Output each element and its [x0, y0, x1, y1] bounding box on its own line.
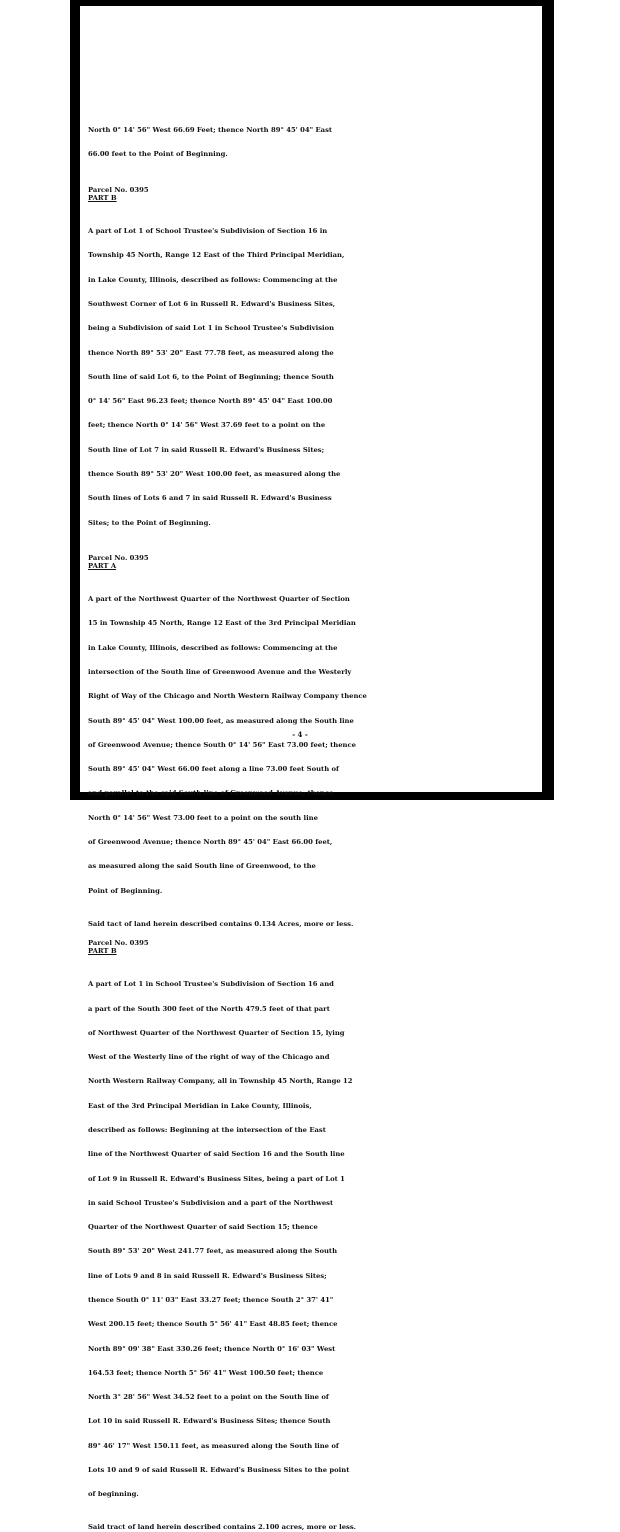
- text-line: of Northwest Quarter of the Northwest Quarter of Section 15, lying: [88, 1028, 345, 1037]
- text-line: of Lot 9 in Russell R. Edward's Business Sites, being a part of Lot 1: [88, 1174, 345, 1183]
- text-line: 89° 46' 17" West 150.11 feet, as measured along the South line of: [88, 1441, 339, 1450]
- text-line: Quarter of the Northwest Quarter of said Section 15; thence: [88, 1223, 318, 1232]
- text-line: South 89° 45' 04" West 66.00 feet along a line 73.00 feet South of: [88, 765, 339, 774]
- text-line: in Lake County, Illinois, described as follows: Commencing at the: [88, 643, 338, 652]
- parcel-section-3: [88, 939, 438, 1532]
- text-line: South 89° 53' 20" West 241.77 feet, as measured along the South: [88, 1247, 338, 1256]
- part-heading: PART B: [88, 193, 117, 202]
- text-line: South lines of Lots 6 and 7 in said Russell R. Edward's Business: [88, 494, 332, 503]
- text-line: Point of Beginning.: [88, 886, 163, 895]
- text-line: thence North 89° 53' 20" East 77.78 feet, as measured along the: [88, 348, 334, 357]
- text-line: North 89° 09' 38" East 330.26 feet; thence North 0° 16' 03" West: [88, 1344, 336, 1353]
- parcel-number: Parcel No. 0395: [88, 553, 149, 562]
- legal-description: [88, 964, 438, 1514]
- parcel-section-1: [88, 186, 438, 543]
- text-line: thence South 89° 53' 20" West 100.00 feet, as measured along the: [88, 469, 341, 478]
- text-line: Lots 10 and 9 of said Russell R. Edward's Business Sites to the point: [88, 1465, 350, 1474]
- text-line: as measured along the said South line of Greenwood, to the: [88, 862, 316, 871]
- text-line: Lot 10 in said Russell R. Edward's Business Sites; thence South: [88, 1417, 331, 1426]
- text-line: Township 45 North, Range 12 East of the Third Principal Meridian,: [88, 251, 345, 260]
- parcel-section-2: [88, 554, 438, 928]
- text-line: 66.00 feet to the Point of Beginning.: [88, 150, 228, 159]
- part-heading: PART B: [88, 947, 117, 955]
- text-line: of Greenwood Avenue; thence North 89° 45' 04" East 66.00 feet,: [88, 837, 333, 846]
- text-line: West 200.15 feet; thence South 5° 56' 41" East 48.85 feet; thence: [88, 1320, 338, 1329]
- text-line: A part of Lot 1 in School Trustee's Subdivision of Section 16 and: [88, 980, 334, 989]
- text-line: of Greenwood Avenue; thence South 0° 14' 56" East 73.00 feet; thence: [88, 740, 356, 749]
- text-line: Right of Way of the Chicago and North Western Railway Company thence: [88, 692, 367, 701]
- text-line: intersection of the South line of Greenwood Avenue and the Westerly: [88, 668, 352, 676]
- text-line: North 3° 28' 56" West 34.52 feet to a point on the South line of: [88, 1393, 329, 1402]
- text-line: and parallel to the said South line of Greenwood Avenue; thence: [88, 789, 334, 798]
- text-line: 0° 14' 56" East 96.23 feet; thence North 89° 45' 04" East 100.00: [88, 397, 333, 406]
- text-line: 164.53 feet; thence North 5° 56' 41" West 100.50 feet; thence: [88, 1368, 324, 1377]
- text-line: North 0° 14' 56" West 66.69 Feet; thence North 89° 45' 04" East: [88, 126, 333, 135]
- text-line: South line of said Lot 6, to the Point of Beginning; thence South: [88, 372, 334, 381]
- legal-description: [88, 211, 438, 543]
- text-line: in said School Trustee's Subdivision and a part of the Northwest: [88, 1198, 334, 1207]
- text-line: A part of the Northwest Quarter of the Northwest Quarter of Section: [88, 595, 350, 604]
- text-line: of beginning.: [88, 1490, 139, 1499]
- text-line: West of the Westerly line of the right of way of the Chicago and: [88, 1053, 330, 1062]
- text-line: being a Subdivision of said Lot 1 in School Trustee's Subdivision: [88, 324, 335, 333]
- text-line: North 0° 14' 56" West 73.00 feet to a point on the south line: [88, 813, 318, 822]
- area-statement: Said tract of land herein described contains 2.100 acres, more or less.: [88, 1523, 357, 1532]
- document-body: [88, 110, 438, 1532]
- text-line: South line of Lot 7 in said Russell R. Edward's Business Sites;: [88, 445, 325, 454]
- text-line: in Lake County, Illinois, described as follows: Commencing at the: [88, 275, 338, 284]
- parcel-number: Parcel No. 0395: [88, 938, 149, 947]
- text-line: Southwest Corner of Lot 6 in Russell R. Edward's Business Sites,: [88, 299, 336, 308]
- text-line: feet; thence North 0° 14' 56" West 37.69 feet to a point on the: [88, 421, 326, 430]
- text-line: South 89° 45' 04" West 100.00 feet, as measured along the South line: [88, 716, 354, 725]
- text-line: thence South 0° 11' 03" East 33.27 feet; thence South 2° 37' 41": [88, 1295, 334, 1304]
- intro-paragraph: [88, 110, 438, 175]
- text-line: 15 in Township 45 North, Range 12 East of the 3rd Principal Meridian: [88, 619, 356, 628]
- text-line: line of the Northwest Quarter of said Section 16 and the South line: [88, 1150, 345, 1159]
- text-line: North Western Railway Company, all in Township 45 North, Range 12: [88, 1077, 353, 1086]
- text-line: a part of the South 300 feet of the North 479.5 feet of that part: [88, 1004, 330, 1013]
- page-number: - 4 -: [292, 730, 308, 739]
- text-line: described as follows: Beginning at the intersection of the East: [88, 1125, 326, 1134]
- text-line: line of Lots 9 and 8 in said Russell R. Edward's Business Sites;: [88, 1271, 327, 1280]
- part-heading: PART A: [88, 561, 117, 570]
- text-line: Sites; to the Point of Beginning.: [88, 518, 211, 527]
- area-statement: Said tact of land herein described contains 0.134 Acres, more or less.: [88, 919, 354, 928]
- text-line: East of the 3rd Principal Meridian in Lake County, Illinois,: [88, 1101, 312, 1110]
- text-line: A part of Lot 1 of School Trustee's Subdivision of Section 16 in: [88, 227, 328, 236]
- legal-description: [88, 579, 438, 911]
- parcel-number: Parcel No. 0395: [88, 185, 149, 194]
